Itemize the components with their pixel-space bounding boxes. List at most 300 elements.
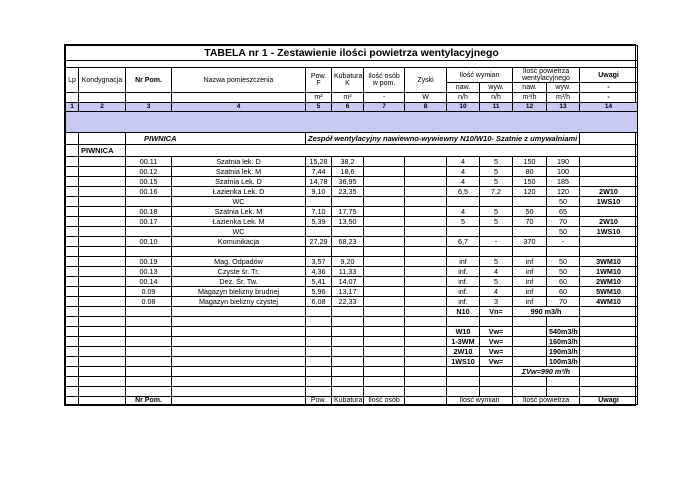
remarks-value: 1WM10 <box>580 267 638 277</box>
header-wymian: Ilość wymian <box>447 68 513 83</box>
total-vn-label: Vn= <box>480 307 513 317</box>
table-row <box>66 227 638 237</box>
persons-value <box>364 207 405 217</box>
room-name: Czyste śr. Tr. <box>172 267 306 277</box>
air-volume-supply: inf <box>513 297 547 307</box>
empty-cell <box>126 347 172 357</box>
summary-row <box>66 347 638 357</box>
persons-value <box>364 257 405 267</box>
floor-label: PIWNICA <box>79 145 126 157</box>
total-label: N10 <box>447 307 480 317</box>
room-number: 00.13 <box>126 267 172 277</box>
gains-value <box>405 177 447 187</box>
column-number: 14 <box>580 103 638 112</box>
room-number: 0.08 <box>126 297 172 307</box>
air-changes-exhaust <box>480 247 513 257</box>
air-volume-supply: 80 <box>513 167 547 177</box>
gains-value <box>405 207 447 217</box>
summary-label: Vw= <box>480 327 513 337</box>
air-changes-supply: 5 <box>447 217 480 227</box>
summary-row <box>66 337 638 347</box>
lp-cell <box>66 287 79 297</box>
empty-cell <box>364 347 405 357</box>
table-row <box>66 217 638 227</box>
volume-value: 68,23 <box>332 237 364 247</box>
empty-cell <box>172 357 306 367</box>
repeat-header-kubatura: Kubatura <box>332 397 364 405</box>
table-row <box>66 187 638 197</box>
air-changes-supply: inf. <box>447 267 480 277</box>
air-changes-supply <box>447 197 480 207</box>
gains-value <box>405 287 447 297</box>
persons-value <box>364 167 405 177</box>
area-value: 5,39 <box>306 217 332 227</box>
repeat-header-pow: Pow. <box>306 397 332 405</box>
room-name: WC <box>172 197 306 207</box>
remarks-value <box>580 157 638 167</box>
room-number <box>126 197 172 207</box>
unit-cell: m³/h <box>513 93 547 103</box>
empty-cell <box>172 337 306 347</box>
air-volume-exhaust: 70 <box>547 217 580 227</box>
volume-value: 14,07 <box>332 277 364 287</box>
kondygnacja-cell <box>79 247 126 257</box>
unit-cell: W <box>405 93 447 103</box>
air-volume-exhaust: 50 <box>547 227 580 237</box>
volume-value: 17,75 <box>332 207 364 217</box>
remarks-value <box>580 167 638 177</box>
volume-value: 38,2 <box>332 157 364 167</box>
air-changes-exhaust: 5 <box>480 257 513 267</box>
empty-cell <box>79 347 126 357</box>
column-number: 5 <box>306 103 332 112</box>
gains-value <box>405 217 447 227</box>
empty-cell <box>580 357 638 367</box>
empty-cell <box>306 347 332 357</box>
empty-cell <box>405 337 447 347</box>
table-title: TABELA nr 1 - Zestawienie ilości powietrza wentylacyjnego <box>66 46 638 61</box>
air-changes-exhaust: - <box>480 237 513 247</box>
kondygnacja-cell <box>79 217 126 227</box>
unit-cell: n/h <box>447 93 480 103</box>
air-volume-supply: inf <box>513 277 547 287</box>
lp-cell <box>66 247 79 257</box>
summary-label: Vw= <box>480 337 513 347</box>
air-volume-supply: inf <box>513 267 547 277</box>
area-value: 7,10 <box>306 207 332 217</box>
table-row <box>66 167 638 177</box>
room-name: Łazienka Lek. M <box>172 217 306 227</box>
gains-value <box>405 277 447 287</box>
kondygnacja-cell <box>79 167 126 177</box>
air-changes-exhaust: 5 <box>480 207 513 217</box>
empty-cell <box>580 327 638 337</box>
room-name: Szatnia Lek. D <box>172 177 306 187</box>
section-name: PIWNICA <box>126 133 306 145</box>
room-number: 00.12 <box>126 167 172 177</box>
volume-value: 22,33 <box>332 297 364 307</box>
room-number: 00.14 <box>126 277 172 287</box>
lp-cell <box>66 227 79 237</box>
room-number: 00.16 <box>126 187 172 197</box>
area-value <box>306 197 332 207</box>
empty-cell <box>332 337 364 347</box>
header-kubatura: Kubatura K <box>332 68 364 93</box>
area-value <box>306 227 332 237</box>
unit-cell <box>126 93 172 103</box>
header-powietrza: Ilość powietrza wentylacyjnego <box>513 68 580 83</box>
empty-cell <box>79 357 126 367</box>
kondygnacja-cell <box>79 197 126 207</box>
empty-cell <box>172 327 306 337</box>
empty-cell <box>364 327 405 337</box>
remarks-value: 2W10 <box>580 217 638 227</box>
persons-value <box>364 297 405 307</box>
lp-cell <box>66 257 79 267</box>
volume-value: 18,6 <box>332 167 364 177</box>
air-changes-supply: inf <box>447 257 480 267</box>
empty-cell <box>332 357 364 367</box>
air-volume-exhaust: - <box>547 237 580 247</box>
air-volume-supply: inf <box>513 257 547 267</box>
air-changes-supply: 4 <box>447 157 480 167</box>
persons-value <box>364 247 405 257</box>
empty-cell <box>332 347 364 357</box>
persons-value <box>364 197 405 207</box>
kondygnacja-cell <box>79 237 126 247</box>
section-cell <box>79 133 126 145</box>
section-cell <box>580 133 638 145</box>
area-value: 3,57 <box>306 257 332 267</box>
air-changes-supply: 4 <box>447 167 480 177</box>
empty-cell <box>405 347 447 357</box>
air-changes-supply: 4 <box>447 177 480 187</box>
area-value: 9,10 <box>306 187 332 197</box>
lp-cell <box>66 297 79 307</box>
table-row <box>66 297 638 307</box>
header-pow: Pow. F <box>306 68 332 93</box>
volume-value: 23,35 <box>332 187 364 197</box>
air-volume-supply <box>513 197 547 207</box>
empty-cell <box>332 327 364 337</box>
lp-cell <box>66 177 79 187</box>
summary-label: Vw= <box>480 357 513 367</box>
remarks-value <box>580 247 638 257</box>
area-value: 7,44 <box>306 167 332 177</box>
empty-cell <box>513 337 547 347</box>
empty-cell <box>405 357 447 367</box>
empty-cell <box>306 327 332 337</box>
gains-value <box>405 257 447 267</box>
header-lp: Lp <box>66 68 79 93</box>
room-name: Magazyn bielizny brudnej <box>172 287 306 297</box>
room-number: 00.15 <box>126 177 172 187</box>
spacer-row <box>66 61 638 68</box>
room-number: 00.17 <box>126 217 172 227</box>
lp-cell <box>66 187 79 197</box>
header-zyski: Zyski <box>405 68 447 93</box>
room-name: Łazienka Lek. D <box>172 187 306 197</box>
empty-cell <box>126 327 172 337</box>
empty-cell <box>66 337 79 347</box>
air-changes-exhaust: 3 <box>480 297 513 307</box>
header-nr-pom: Nr Pom. <box>126 68 172 93</box>
table-row <box>66 247 638 257</box>
header-uwagi-dash: - <box>580 83 638 93</box>
summary-name: W10 <box>447 327 480 337</box>
empty-cell <box>580 347 638 357</box>
room-number: 00.11 <box>126 157 172 167</box>
air-changes-exhaust <box>480 197 513 207</box>
air-volume-exhaust: 60 <box>547 277 580 287</box>
empty-cell <box>306 337 332 347</box>
empty-cell <box>306 357 332 367</box>
remarks-value <box>580 177 638 187</box>
ventilation-table <box>65 45 638 405</box>
room-name: Szatnia lek. D <box>172 157 306 167</box>
blue-band <box>66 112 638 133</box>
summary-total: ΣVw=990 m³/h <box>513 367 580 377</box>
air-changes-supply <box>447 247 480 257</box>
remarks-value: 1WS10 <box>580 197 638 207</box>
unit-cell: - <box>580 93 638 103</box>
header-wymian-wyw: wyw. <box>480 83 513 93</box>
persons-value <box>364 227 405 237</box>
unit-cell: m³ <box>332 93 364 103</box>
lp-cell <box>66 167 79 177</box>
lp-cell <box>66 267 79 277</box>
remarks-value <box>580 207 638 217</box>
area-value: 5,96 <box>306 287 332 297</box>
air-volume-supply: 150 <box>513 157 547 167</box>
empty-cell <box>126 337 172 347</box>
empty-cell <box>513 347 547 357</box>
summary-row <box>66 327 638 337</box>
air-volume-supply: 70 <box>513 217 547 227</box>
header-osob: Ilość osób w pom. <box>364 68 405 93</box>
empty-cell <box>66 357 79 367</box>
section-cell <box>66 133 79 145</box>
column-number: 6 <box>332 103 364 112</box>
persons-value <box>364 177 405 187</box>
unit-cell: n/h <box>480 93 513 103</box>
unit-cell: m² <box>306 93 332 103</box>
volume-value <box>332 197 364 207</box>
unit-cell: - <box>364 93 405 103</box>
air-changes-exhaust: 5 <box>480 277 513 287</box>
kondygnacja-cell <box>79 157 126 167</box>
room-name: WC <box>172 227 306 237</box>
table-row <box>66 197 638 207</box>
remarks-value: 2W10 <box>580 187 638 197</box>
kondygnacja-cell <box>79 257 126 267</box>
gains-value <box>405 227 447 237</box>
remarks-value: 3WM10 <box>580 257 638 267</box>
remarks-value: 5WM10 <box>580 287 638 297</box>
floor-cell <box>66 145 79 157</box>
summary-value: 540m3/h <box>547 327 580 337</box>
air-volume-supply: 150 <box>513 177 547 187</box>
repeat-header-wymian: Ilość wymian <box>447 397 513 405</box>
kondygnacja-cell <box>79 227 126 237</box>
gains-value <box>405 247 447 257</box>
volume-value: 11,33 <box>332 267 364 277</box>
header-wymian-naw: naw. <box>447 83 480 93</box>
empty-cell <box>405 327 447 337</box>
lp-cell <box>66 237 79 247</box>
summary-value: 160m3/h <box>547 337 580 347</box>
header-uwagi: Uwagi <box>580 68 638 83</box>
air-volume-exhaust: 65 <box>547 207 580 217</box>
room-number: 0.09 <box>126 287 172 297</box>
empty-cell <box>79 337 126 347</box>
column-number: 12 <box>513 103 547 112</box>
data-rows <box>66 157 638 307</box>
room-number: 00.19 <box>126 257 172 267</box>
column-number: 4 <box>172 103 306 112</box>
table-row <box>66 287 638 297</box>
air-changes-supply: 4 <box>447 207 480 217</box>
table-row <box>66 267 638 277</box>
empty-cell <box>66 347 79 357</box>
air-volume-supply <box>513 247 547 257</box>
summary-name: 1-3WM <box>447 337 480 347</box>
kondygnacja-cell <box>79 297 126 307</box>
area-value: 14,78 <box>306 177 332 187</box>
empty-cell <box>580 337 638 347</box>
table-row <box>66 237 638 247</box>
unit-cell <box>66 93 79 103</box>
persons-value <box>364 277 405 287</box>
air-volume-exhaust: 120 <box>547 187 580 197</box>
room-number <box>126 247 172 257</box>
ventilation-table-sheet <box>64 44 636 406</box>
column-number: 8 <box>405 103 447 112</box>
persons-value <box>364 237 405 247</box>
gains-value <box>405 267 447 277</box>
remarks-value: 1WS10 <box>580 227 638 237</box>
air-changes-supply: inf. <box>447 287 480 297</box>
unit-cell <box>172 93 306 103</box>
area-value: 15,28 <box>306 157 332 167</box>
kondygnacja-cell <box>79 207 126 217</box>
empty-cell <box>513 327 547 337</box>
persons-value <box>364 157 405 167</box>
column-number: 13 <box>547 103 580 112</box>
air-changes-exhaust: 7,2 <box>480 187 513 197</box>
summary-label: Vw= <box>480 347 513 357</box>
air-volume-supply: inf <box>513 287 547 297</box>
summary-value: 100m3/h <box>547 357 580 367</box>
column-number: 3 <box>126 103 172 112</box>
column-number: 10 <box>447 103 480 112</box>
repeat-header-powietrza: Ilość powietrza <box>513 397 580 405</box>
column-number: 7 <box>364 103 405 112</box>
volume-value: 36,95 <box>332 177 364 187</box>
volume-value <box>332 247 364 257</box>
air-changes-exhaust: 5 <box>480 177 513 187</box>
room-number: 00.10 <box>126 237 172 247</box>
empty-cell <box>66 327 79 337</box>
header-powietrza-naw: naw. <box>513 83 547 93</box>
area-value: 5,41 <box>306 277 332 287</box>
air-changes-supply: 6,7 <box>447 237 480 247</box>
air-changes-supply <box>447 227 480 237</box>
area-value: 27,29 <box>306 237 332 247</box>
summary-name: 1WS10 <box>447 357 480 367</box>
empty-cell <box>79 327 126 337</box>
persons-value <box>364 287 405 297</box>
gains-value <box>405 237 447 247</box>
persons-value <box>364 187 405 197</box>
kondygnacja-cell <box>79 287 126 297</box>
column-numbers-row <box>66 103 638 112</box>
air-volume-supply: 370 <box>513 237 547 247</box>
column-number: 11 <box>480 103 513 112</box>
lp-cell <box>66 277 79 287</box>
table-row <box>66 277 638 287</box>
air-changes-supply: inf. <box>447 277 480 287</box>
air-changes-exhaust: 5 <box>480 167 513 177</box>
persons-value <box>364 267 405 277</box>
empty-cell <box>126 357 172 367</box>
repeat-header-nr-pom: Nr Pom. <box>126 397 172 405</box>
room-name: Komunikacja <box>172 237 306 247</box>
air-changes-exhaust: 5 <box>480 217 513 227</box>
air-changes-supply: 6,5 <box>447 187 480 197</box>
area-value <box>306 247 332 257</box>
volume-value <box>332 227 364 237</box>
kondygnacja-cell <box>79 277 126 287</box>
gains-value <box>405 197 447 207</box>
summary-name: 2W10 <box>447 347 480 357</box>
table-row <box>66 157 638 167</box>
remarks-value <box>580 237 638 247</box>
lp-cell <box>66 207 79 217</box>
unit-cell <box>79 93 126 103</box>
room-name <box>172 247 306 257</box>
room-name: Szatnia lek. M <box>172 167 306 177</box>
section-description: Zespół wentylacyjny nawiewno-wywiewny N10/W10- Szatnie z umywalniami <box>306 133 580 145</box>
persons-value <box>364 217 405 227</box>
header-kondygnacja: Kondygnacja <box>79 68 126 93</box>
air-volume-supply <box>513 227 547 237</box>
lp-cell <box>66 197 79 207</box>
kondygnacja-cell <box>79 187 126 197</box>
room-name: Magazyn bielizny czystej <box>172 297 306 307</box>
volume-value: 13,17 <box>332 287 364 297</box>
volume-value: 9,20 <box>332 257 364 267</box>
gains-value <box>405 157 447 167</box>
table-row <box>66 207 638 217</box>
lp-cell <box>66 217 79 227</box>
summary-rows <box>66 327 638 367</box>
air-changes-supply: inf. <box>447 297 480 307</box>
room-name: Szatnia Lek. M <box>172 207 306 217</box>
area-value: 4,36 <box>306 267 332 277</box>
gains-value <box>405 187 447 197</box>
volume-value: 13,50 <box>332 217 364 227</box>
column-number: 2 <box>79 103 126 112</box>
summary-value: 190m3/h <box>547 347 580 357</box>
air-volume-exhaust: 185 <box>547 177 580 187</box>
lp-cell <box>66 157 79 167</box>
air-volume-exhaust: 70 <box>547 297 580 307</box>
floor-cell <box>126 145 638 157</box>
air-volume-supply: 50 <box>513 207 547 217</box>
remarks-value: 4WM10 <box>580 297 638 307</box>
air-volume-exhaust: 190 <box>547 157 580 167</box>
